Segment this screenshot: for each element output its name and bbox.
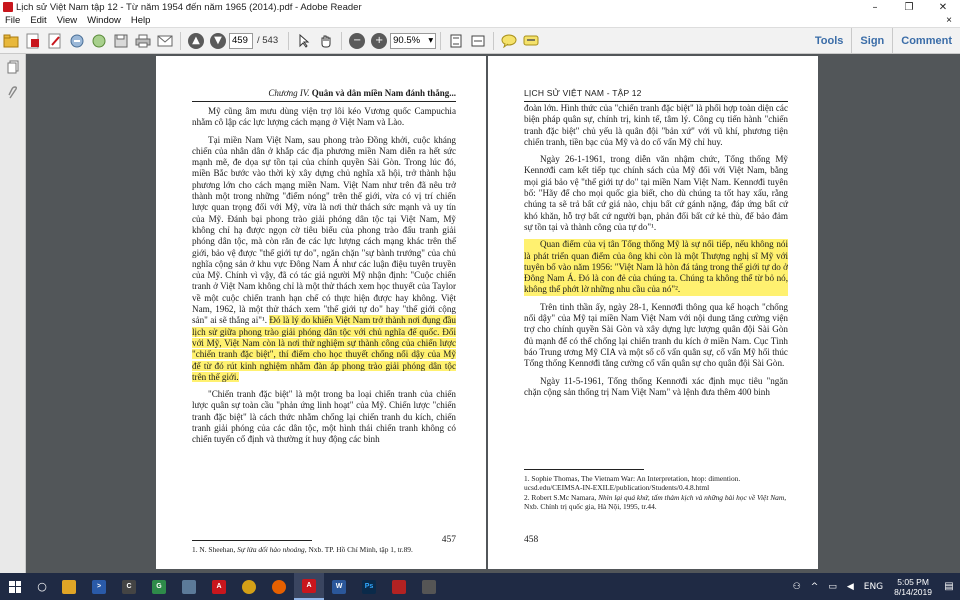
select-cursor-icon[interactable]: [294, 31, 314, 51]
taskbar-app-red[interactable]: [384, 573, 414, 600]
open-icon[interactable]: [1, 31, 21, 51]
edit-pdf-icon[interactable]: [45, 31, 65, 51]
toolbar-separator: [341, 32, 342, 50]
print-icon[interactable]: [133, 31, 153, 51]
page-number-input[interactable]: [229, 33, 253, 49]
menu-window[interactable]: Window: [87, 15, 121, 26]
running-header: [268, 88, 456, 98]
comment-bubble-icon[interactable]: [499, 31, 519, 51]
toolbar-separator: [493, 32, 494, 50]
chevron-down-icon: ▾: [428, 35, 434, 46]
taskbar-app-adobe-reader-active[interactable]: [294, 573, 324, 600]
fit-width-icon[interactable]: [468, 31, 488, 51]
fit-page-icon[interactable]: [446, 31, 466, 51]
zoom-out-icon[interactable]: −: [347, 31, 367, 51]
menu-view[interactable]: View: [56, 15, 78, 26]
chrome-icon: [242, 580, 256, 594]
page-thumbnails-icon[interactable]: [0, 54, 26, 80]
page-body: [192, 106, 456, 452]
header-rule: [524, 101, 788, 102]
menu-edit[interactable]: Edit: [30, 15, 47, 26]
volume-icon[interactable]: ◀: [846, 581, 854, 592]
tools-button[interactable]: Tools: [814, 34, 844, 47]
menu-file[interactable]: File: [5, 15, 21, 26]
page-body: [524, 103, 788, 404]
pdf-page-right: [488, 56, 818, 569]
comment-button[interactable]: Comment: [892, 28, 960, 54]
paragraph-text: Tại miền Nam Việt Nam, sau phong trào Đồng khởi, cuộc kháng chiến của nhân dân ở khắp các địa phương miền Nam diễn ra hết sức mạnh mẽ, đe dọa sự tồn tại của chính quyền Sài Gòn. Trong lúc đó, miền Bắc bước vào thời kỳ xây dựng chủ nghĩa xã hội, trở thành hậu phương lớn cho cách mạng miền Nam. Việt Nam như trên đã nêu trở thành một trong những "điểm nóng" trên thế giới, vừa có vị trí chiến lược quan trọng đối với Mỹ, vừa là nơi thử thách sức mạnh và uy tín của Mỹ. Đánh bại phong trào giải phóng dân tộc tại Việt Nam, Mỹ không chỉ hạ được ngọn cờ tiêu biểu của phong trào đấu tranh giải phóng dân tộc, mà còn răn đe các lực lượng cách mạng khác trên thế giới, bảo vệ được "thế giới tự do", ngăn chặn "sự bành trướng" của chủ nghĩa cộng sản ở khu vực Đông Nam Á như các luận điệu tuyên truyền của Mỹ. Chính vì vậy, đã có tác giả người Mỹ nhận định: "Cuộc chiến tranh ở Việt Nam không chỉ là một thử thách xem học thuyết của Taylor về một cuộc chiến tranh hạn chế có thực hiện được hay không. Việt Nam, 1962, là một thử thách xem "thế giới tự do" hay "thế giới cộng sản" ai sẽ thắng ai"¹.: [192, 134, 456, 326]
app-icon: [392, 580, 406, 594]
paragraph: Ngày 11-5-1961, Tổng thống Kennơđi xác định mục tiêu "ngăn chặn cộng sản thống trị Nam Việt Nam" và lệnh đưa thêm 400 binh: [524, 375, 788, 397]
maximize-button[interactable]: ❐: [904, 1, 914, 13]
close-document-button[interactable]: ×: [946, 15, 952, 26]
zoom-in-icon[interactable]: +: [369, 31, 389, 51]
menu-help[interactable]: Help: [130, 15, 151, 26]
footnote: 2. Robert S.Mc Namara, Nhìn lại quá khứ, tấm thảm kịch và những bài học về Việt Nam, Nxb. Chính trị quốc gia, Hà Nội, 1995, tr.44.: [524, 492, 787, 512]
taskbar-app-powershell[interactable]: [84, 573, 114, 600]
taskbar-app-adobe[interactable]: [204, 573, 234, 600]
powershell-icon: >: [92, 580, 106, 594]
taskbar-app-green[interactable]: [144, 573, 174, 600]
search-icon[interactable]: ○: [37, 580, 47, 593]
clock[interactable]: [888, 577, 938, 597]
people-icon[interactable]: ⚇: [792, 581, 801, 592]
firefox-icon: [272, 580, 286, 594]
footnotes: [524, 474, 788, 512]
paragraph: Ngày 26-1-1961, trong diễn văn nhậm chức, Tổng thống Mỹ Kennơđi cam kết tiếp tục chính sách của Mỹ đối với Việt Nam, bằng mọi giá bảo vệ "thế giới tự do" tại miền Nam Việt Nam. Kennơđi tuyên bố: "Hãy để cho mọi quốc gia biết, cho dù chúng ta tốt hay xấu, rằng chúng ta sẽ trả bất cứ giá nào, chịu bất cứ gánh nặng, đáp ứng bất cứ khó khăn, hỗ trợ bất cứ người bạn, phản đối bất cứ kẻ thù, để bảo đảm sự tồn tại và thành công của tự do"¹.: [524, 154, 788, 232]
taskbar-app-photos[interactable]: [174, 573, 204, 600]
word-icon: W: [332, 580, 346, 594]
menu-bar: [0, 14, 960, 28]
adobe-reader-icon: A: [302, 579, 316, 593]
footnote-rule: [192, 540, 312, 541]
hand-tool-icon[interactable]: [316, 31, 336, 51]
taskbar-app-chrome[interactable]: [234, 573, 264, 600]
navigation-pane: [0, 54, 26, 573]
highlighted-text: Quan điểm của vị tân Tổng thống Mỹ là sự nối tiếp, nếu không nói là phát triển quan điểm của ông khi còn là một Thượng nghị sĩ Mỹ với tuyên bố vào năm 1956: "Việt Nam là hòn đá tảng trong thế giới tự do ở Đông Nam Á. Đó là con đẻ của chúng ta. Chúng ta không thể từ bỏ nó, không thể phớt lờ những nhu cầu của nó"².: [524, 239, 788, 295]
system-tray: [788, 573, 960, 600]
adobe-reader-icon: [3, 2, 13, 12]
page-number: 457: [441, 535, 456, 545]
toolbar-separator: [180, 32, 181, 50]
create-pdf-icon[interactable]: [23, 31, 43, 51]
chapter-label: Chương IV.: [268, 88, 310, 98]
network-icon[interactable]: ▭: [828, 581, 837, 592]
paragraph: [192, 135, 456, 384]
windows-logo-icon: [9, 581, 21, 593]
attachments-icon[interactable]: [0, 80, 26, 106]
toolbar-separator: [440, 32, 441, 50]
taskbar-app-photoshop[interactable]: [354, 573, 384, 600]
header-rule: [192, 101, 456, 102]
highlight-icon[interactable]: [521, 31, 541, 51]
toolbar: [0, 28, 960, 54]
title-bar: [0, 0, 960, 14]
running-header: LỊCH SỬ VIỆT NAM - TẬP 12: [524, 88, 642, 98]
email-icon[interactable]: [155, 31, 175, 51]
zoom-value: 90.5%: [393, 35, 421, 46]
taskbar-app-firefox[interactable]: [264, 573, 294, 600]
clock-date: 8/14/2019: [894, 586, 932, 597]
toolbar-separator: [288, 32, 289, 50]
footnote-rule: [524, 469, 644, 470]
paragraph: đoàn lớn. Hình thức của "chiến tranh đặc biệt" là phối hợp toàn diện các biện pháp quân sự, chính trị, kinh tế, tâm lý. Công cụ tiến hành "chiến tranh đặc biệt" chủ yếu là quân đội "bản xứ" với vũ khí, phương tiện chiến tranh, tiền bạc của Mỹ và do cố vấn Mỹ chỉ huy.: [524, 103, 788, 147]
document-view[interactable]: [26, 54, 960, 573]
sign-button[interactable]: Sign: [851, 28, 892, 54]
adobe-icon: A: [212, 580, 226, 594]
calculator-icon: [422, 580, 436, 594]
toolbar-right-links: [807, 28, 960, 54]
header-title: Quân và dân miền Nam đánh thắng...: [311, 88, 456, 98]
paragraph: Trên tinh thần ấy, ngày 28-1, Kennơđi thông qua kế hoạch "chống nổi dậy" của Mỹ tại miền Nam Việt Nam với nội dung tăng cường viện trợ cho chính quyền Sài Gòn và xây dựng lực lượng quân đội Sài Gòn đủ mạnh để có thể chống lại chiến tranh du kích ở miền Nam. Cục Tình báo Trung ương Mỹ CIA và một số cố vấn quân sự, cố vấn Mỹ hối thúc Tổng thống Kennơđi tăng cường cố vấn quân sự cho quân đội Sài Gòn.: [524, 301, 788, 369]
clock-time: 5:05 PM: [897, 576, 929, 587]
chevron-up-icon[interactable]: ^: [810, 581, 819, 592]
taskbar-app-terminal[interactable]: [114, 573, 144, 600]
pdf-page-left: [156, 56, 486, 569]
share-icon[interactable]: [89, 31, 109, 51]
taskbar-app-file-explorer[interactable]: [54, 573, 84, 600]
language-indicator[interactable]: ENG: [863, 581, 884, 592]
next-page-icon[interactable]: ▼: [208, 31, 228, 51]
window-title: Lịch sử Việt Nam tập 12 - Từ năm 1954 đến năm 1965 (2014).pdf - Adobe Reader: [16, 1, 362, 13]
photos-icon: [182, 580, 196, 594]
save-icon[interactable]: [111, 31, 131, 51]
page-number: 458: [524, 535, 539, 545]
footnote: 1. N. Sheehan, Sự lừa dối hào nhoáng, Nxb. TP. Hồ Chí Minh, tập 1, tr.89.: [192, 545, 413, 554]
taskbar: [0, 573, 960, 600]
folder-icon: [62, 580, 76, 594]
paragraph: "Chiến tranh đặc biệt" là một trong ba loại chiến tranh của chiến lược quân sự toàn cầu "phản ứng linh hoạt" của Mỹ. Chiến lược "chiến tranh đặc biệt" là cách thức nhằm chống lại chiến tranh du kích, chiến tranh giải phóng của các dân tộc, một hình thái chiến tranh không có chiến tuyến cố định và thường ít huy động các binh: [192, 389, 456, 445]
total-pages: / 543: [257, 35, 279, 46]
photoshop-icon: Ps: [362, 580, 376, 594]
paragraph: Mỹ cũng âm mưu dùng viện trợ lôi kéo Vương quốc Campuchia nhằm cô lập các lực lượng cách mạng ở Việt Nam và Lào.: [192, 106, 456, 128]
notifications-icon[interactable]: ▤: [944, 581, 954, 592]
footnote: 1. Sophie Thomas, The Vietnam War: An Interpretation, htop: dimention. ucsd.edu/CEIMSA-IN-EXILE/publication/Students/0.4.8.html: [524, 474, 741, 493]
app-icon: G: [152, 580, 166, 594]
taskbar-app-calculator[interactable]: [414, 573, 444, 600]
close-button[interactable]: ✕: [938, 1, 948, 13]
zoom-select[interactable]: [390, 33, 436, 49]
minimize-button[interactable]: –: [872, 1, 878, 13]
previous-page-icon[interactable]: ▲: [186, 31, 206, 51]
terminal-icon: C: [122, 580, 136, 594]
taskbar-app-word[interactable]: [324, 573, 354, 600]
export-pdf-icon[interactable]: [67, 31, 87, 51]
start-button[interactable]: [0, 573, 30, 600]
highlighted-text: Đó là lý do khiến Việt Nam trở thành nơi đụng đầu lịch sử giữa phong trào giải phóng dân tộc với chủ nghĩa đế quốc. Đối với Mỹ, Việt Nam còn là nơi thử nghiệm sự thành công của chiến lược "chiến tranh đặc biệt", thí điểm cho học thuyết chống nổi dậy của Mỹ để từ đó rút kinh nghiệm nhằm đàn áp phong trào giải phóng dân tộc trên thế giới.: [192, 315, 456, 382]
